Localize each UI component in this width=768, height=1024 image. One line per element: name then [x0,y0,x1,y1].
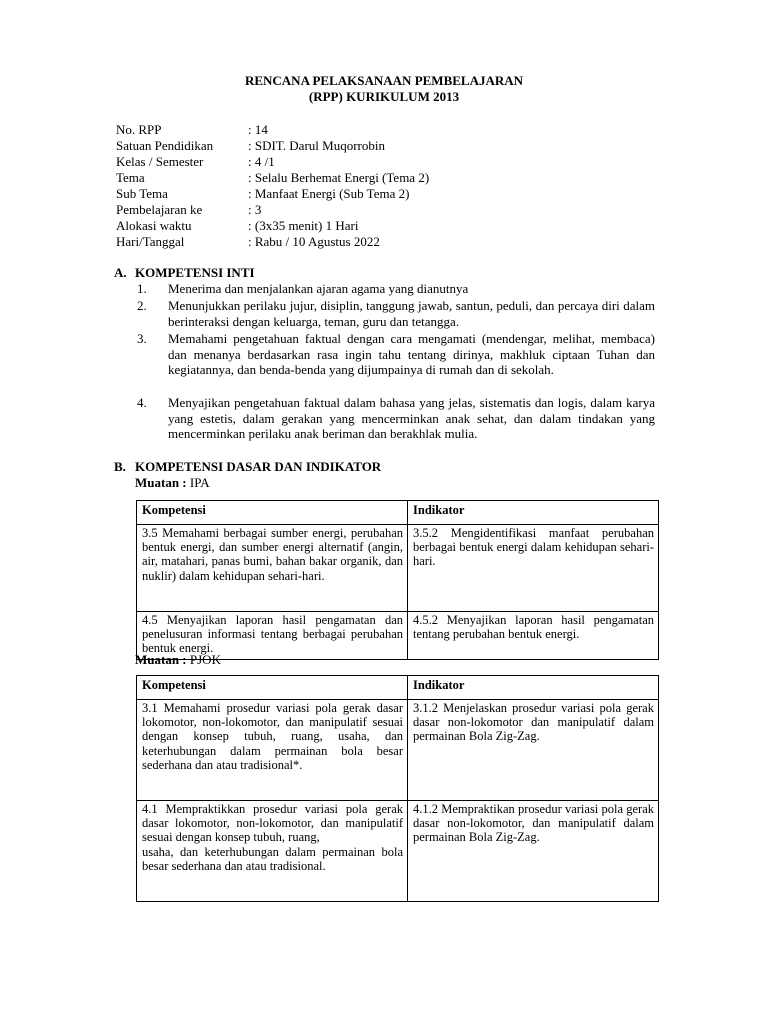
indikator-cell: 4.1.2 Mempraktikan prosedur variasi pola gerak dasar non-lokomotor, dan manipulatif dalam permainan Bola Zig-Zag. [408,801,659,902]
item-text: Menerima dan menjalankan ajaran agama yang dianutnya [168,281,469,296]
kompetensi-inti-item-2 [137,298,655,329]
section-title: KOMPETENSI INTI [135,265,255,280]
kompetensi-cell: 3.5 Memahami berbagai sumber energi, perubahan bentuk energi, dan sumber energi alternatif (angin, air, matahari, panas bumi, bahan bakar organik, dan nuklir) dalam kehidupan sehari-hari. [137,525,408,612]
indikator-cell: 3.5.2 Mengidentifikasi manfaat perubahan berbagai bentuk energi dalam kehidupan sehari-hari. [408,525,659,612]
item-number: 3. [137,331,147,346]
meta-key: Kelas / Semester [116,154,204,169]
section-title: KOMPETENSI DASAR DAN INDIKATOR [135,459,382,474]
indikator-cell: 4.5.2 Menyajikan laporan hasil pengamatan tentang perubahan bentuk energi. [408,612,659,660]
table-row [137,801,659,902]
meta-value: : 4 /1 [248,154,275,169]
meta-value: : SDIT. Darul Muqorrobin [248,138,385,153]
table-header-row [137,501,659,525]
meta-value: : 14 [248,122,268,137]
meta-value: : Selalu Berhemat Energi (Tema 2) [248,170,430,185]
kompetensi-inti-item-1 [137,281,655,297]
table-pjok [136,675,659,902]
kompetensi-inti-item-3 [137,331,655,378]
meta-key: Tema [116,170,145,185]
meta-value: : (3x35 menit) 1 Hari [248,218,359,233]
header-indikator: Indikator [408,501,659,525]
meta-value: : Rabu / 10 Agustus 2022 [248,234,380,249]
meta-key: Hari/Tanggal [116,234,185,249]
kompetensi-inti-item-4 [137,395,655,442]
item-number: 2. [137,298,147,313]
item-text: Memahami pengetahuan faktual dengan cara mengamati (mendengar, melihat, membaca) dan menanya berdasarkan rasa ingin tahu tentang dirinya, makhluk ciptaan Tuhan dan kegiatannya, dan benda-benda yang dijumpainya di rumah dan di sekolah. [168,331,655,378]
table-header-row [137,676,659,700]
kompetensi-cell: 4.5 Menyajikan laporan hasil pengamatan dan penelusuran informasi tentang berbagai perubahan bentuk energi. [137,612,408,660]
muatan-ipa-label [135,475,210,491]
kompetensi-cell [137,801,408,902]
document-title-line-1: RENCANA PELAKSANAAN PEMBELAJARAN [244,73,524,88]
table-row [137,700,659,801]
meta-key: Pembelajaran ke [116,202,203,217]
table-row [137,525,659,612]
muatan-pjok-label [135,652,221,668]
meta-key: Satuan Pendidikan [116,138,214,153]
meta-key: Alokasi waktu [116,218,192,233]
table-ipa [136,500,659,660]
item-number: 4. [137,395,147,410]
item-text: Menunjukkan perilaku jujur, disiplin, tanggung jawab, santun, peduli, dan percaya diri dalam berinteraksi dengan keluarga, teman, guru dan tetangga. [168,298,655,329]
kompetensi-cell: 3.1 Memahami prosedur variasi pola gerak dasar lokomotor, non-lokomotor, dan manipulatif sesuai dengan konsep tubuh, ruang, usaha, dan keterhubungan dalam permainan bola besar sederhana dan atau tradisional*. [137,700,408,801]
meta-value: : 3 [248,202,262,217]
meta-key: Sub Tema [116,186,168,201]
meta-value: : Manfaat Energi (Sub Tema 2) [248,186,410,201]
header-kompetensi: Kompetensi [137,501,408,525]
muatan-label: Muatan : [135,652,187,667]
meta-key: No. RPP [116,122,162,137]
kompetensi-text-part-2: usaha, dan keterhubungan dalam permainan bola besar sederhana dan atau tradisional. [142,844,403,873]
item-number: 1. [137,281,147,296]
section-letter: A. [114,265,127,280]
header-indikator: Indikator [408,676,659,700]
section-letter: B. [114,459,126,474]
header-kompetensi: Kompetensi [137,676,408,700]
item-text: Menyajikan pengetahuan faktual dalam bahasa yang jelas, sistematis dan logis, dalam karya yang estetis, dalam gerakan yang mencerminkan anak sehat, dan dalam tindakan yang mencerminkan perilaku anak beriman dan berakhlak mulia. [168,395,655,442]
document-title-line-2: (RPP) KURIKULUM 2013 [308,89,460,104]
kompetensi-text-part-1: 4.1 Mempraktikkan prosedur variasi pola gerak dasar lokomotor, non-lokomotor, dan manipulatif sesuai dengan konsep tubuh, ruang, [142,802,403,845]
muatan-label: Muatan : [135,475,187,490]
muatan-subject: PJOK [189,652,221,667]
indikator-cell: 3.1.2 Menjelaskan prosedur variasi pola gerak dasar non-lokomotor dan manipulatif dalam permainan Bola Zig-Zag. [408,700,659,801]
muatan-subject: IPA [189,475,210,490]
